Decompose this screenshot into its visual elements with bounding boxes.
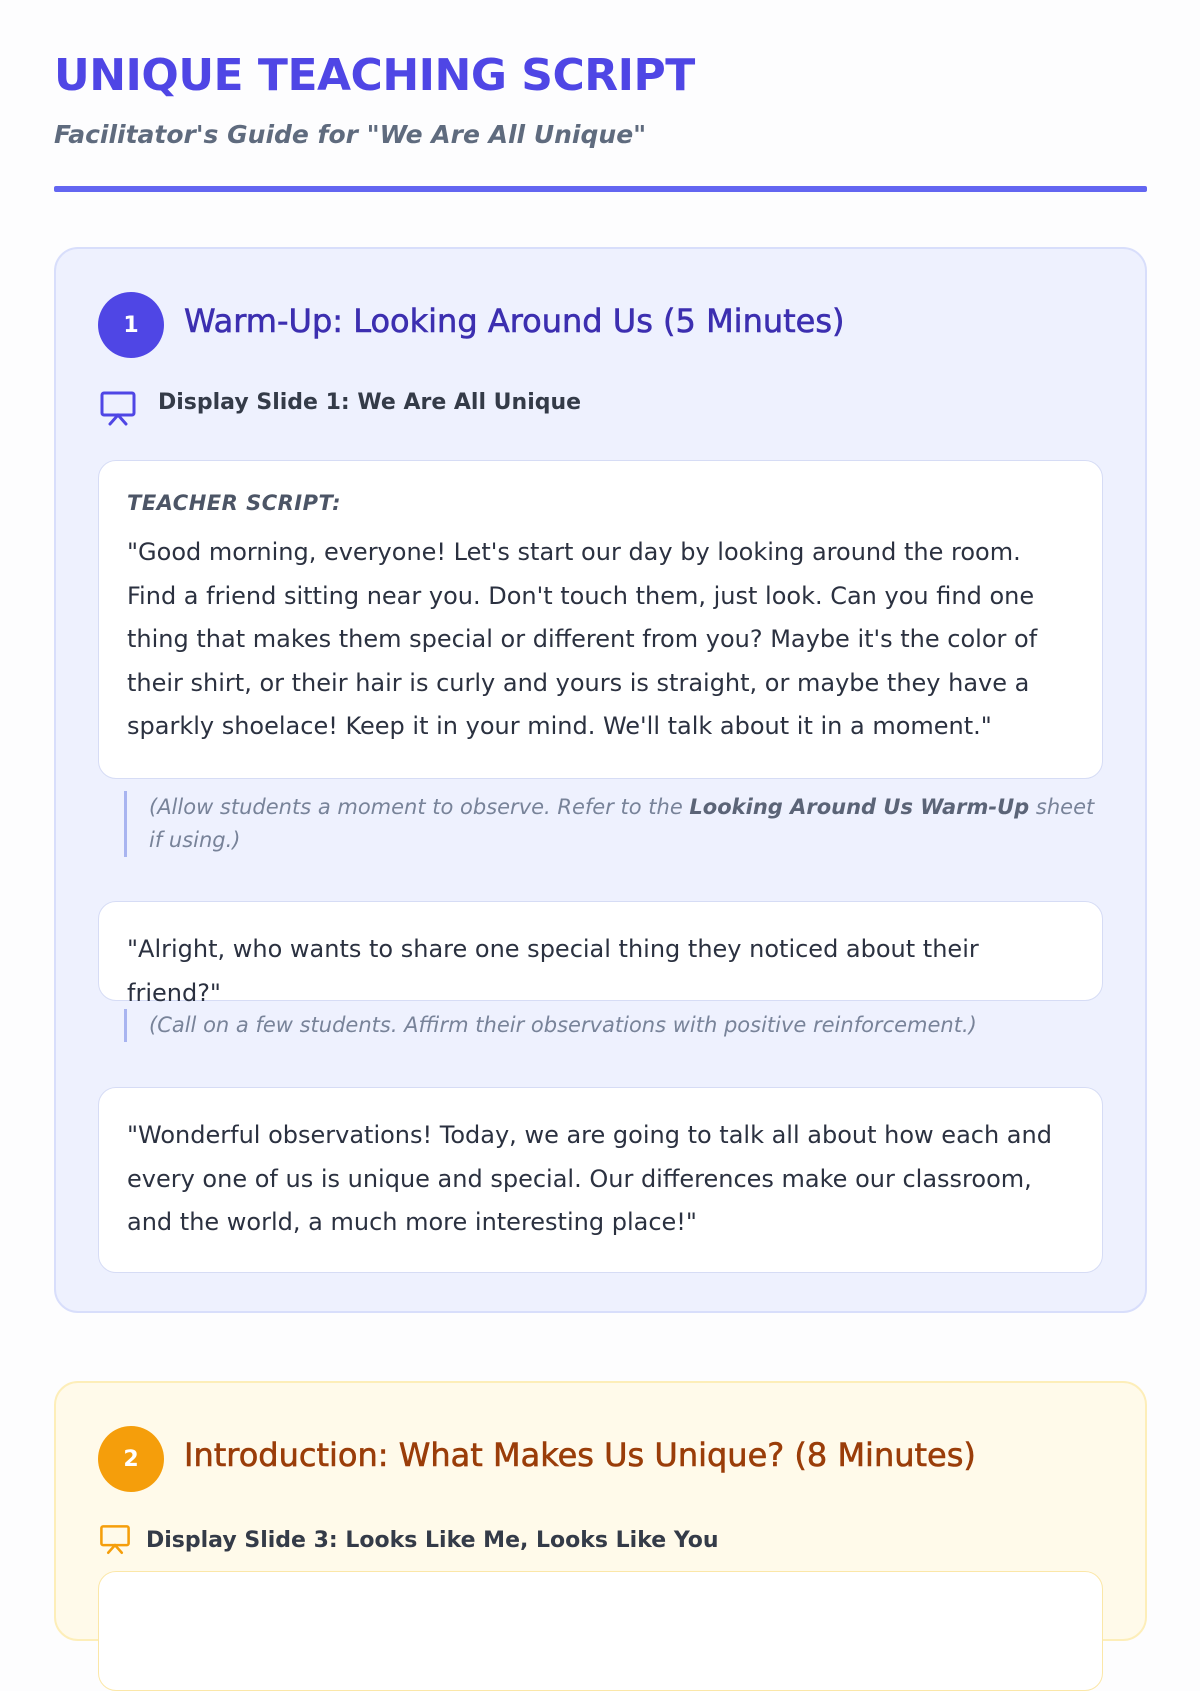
facilitator-note [124, 791, 1109, 857]
document-title: UNIQUE TEACHING SCRIPT [54, 50, 695, 101]
presentation-board-icon [98, 389, 138, 429]
script-card [98, 1087, 1103, 1273]
script-text: "Wonderful observations! Today, we are going to talk all about how each and every one of us is unique and special. Our differences make our classroom, and the world, a much more interesting place!" [127, 1121, 1052, 1236]
slide-instruction-label: Display Slide 1: We Are All Unique [158, 389, 582, 415]
section-title: Warm-Up: Looking Around Us (5 Minutes) [184, 302, 845, 340]
document-subtitle: Facilitator's Guide for "We Are All Unique" [54, 120, 647, 149]
section-number-badge: 1 [98, 292, 164, 358]
facilitator-note: (Call on a few students. Affirm their observations with positive reinforcement.) [124, 1009, 1109, 1042]
script-card [98, 901, 1103, 1007]
slide-instruction-label: Display Slide 3: Looks Like Me, Looks Like You [146, 1527, 719, 1553]
section-number-badge: 2 [98, 1426, 164, 1492]
teacher-script-card [98, 1571, 1103, 1691]
section-warm-up [54, 247, 1147, 1313]
slide-instruction [98, 1523, 719, 1557]
worksheet-reference: Looking Around Us Warm-Up [689, 795, 1030, 819]
note-text-start: (Allow students a moment to observe. Refer to the [149, 795, 690, 819]
note-text-end: sheet if using.) [149, 795, 1095, 852]
teacher-script-card [98, 460, 1103, 779]
presentation-board-icon [98, 1523, 132, 1557]
title-divider [54, 186, 1147, 192]
teacher-script-label: TEACHER SCRIPT: [127, 491, 342, 515]
section-introduction [54, 1381, 1147, 1641]
slide-instruction [98, 389, 581, 429]
script-text: "Alright, who wants to share one special thing they noticed about their friend?" [127, 935, 979, 1007]
teacher-script-text: "Good morning, everyone! Let's start our day by looking around the room. Find a friend sitting near you. Don't touch them, just look. Can you find one thing that makes them special or different from you? Maybe it's the color of their shirt, or their hair is curly and yours is straight, or maybe they have a sparkly shoelace! Keep it in your mind. We'll talk about it in a moment." [127, 538, 1038, 740]
section-title: Introduction: What Makes Us Unique? (8 Minutes) [184, 1436, 976, 1474]
